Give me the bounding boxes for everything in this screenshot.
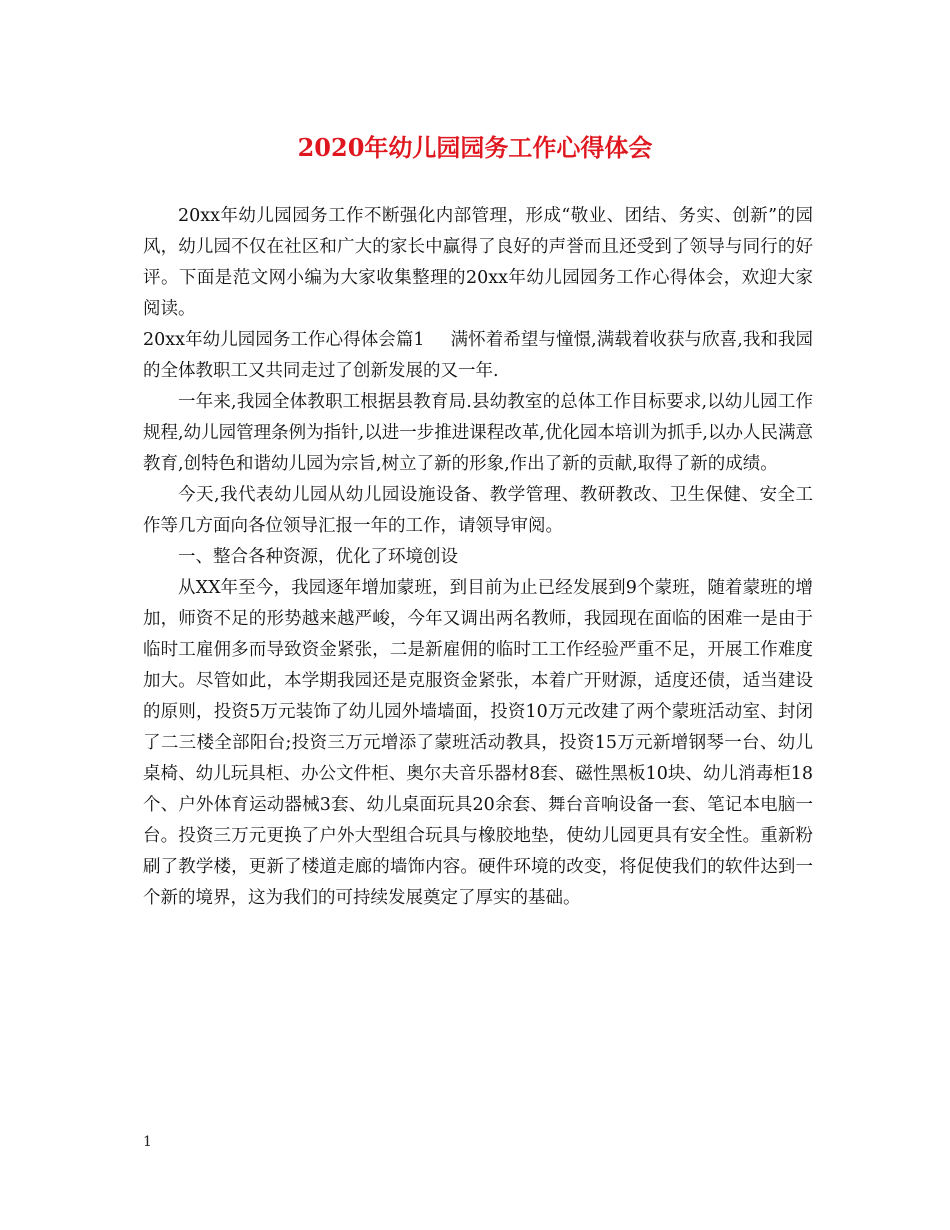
subheading-environment: 一、整合各种资源，优化了环境创设 [178,547,458,567]
body-paragraph-investment: 从XX年至今，我园逐年增加蒙班，到目前为止已经发展到9个蒙班，随着蒙班的增加，师资不足的形势越来越严峻，今年又调出两名教师，我园现在面临的困难一是由于临时工雇佣多而导致资金紧张，二是新雇佣的临时工工作经验严重不足，开展工作难度加大。尽管如此，本学期我园还是克服资金紧张，本着广开财源，适度还债，适当建设的原则，投资5万元装饰了幼儿园外墙墙面，投资10万元改建了两个蒙班活动室、封闭了二三楼全部阳台;投资三万元增添了蒙班活动教具，投资15万元新增钢琴一台、幼儿桌椅、幼儿玩具柜、办公文件柜、奥尔夫音乐器材8套、磁性黑板10块、幼儿消毒柜18个、户外体育运动器械3套、幼儿桌面玩具20余套、舞台音响设备一套、笔记本电脑一台。投资三万元更换了户外大型组合玩具与橡胶地垫，使幼儿园更具有安全性。重新粉刷了教学楼，更新了楼道走廊的墙饰内容。硬件环境的改变，将促使我们的软件达到一个新的境界，这为我们的可持续发展奠定了厚实的基础。 [143,578,813,908]
section-paragraph [143,325,813,387]
page-number: 1 [143,1134,152,1150]
body-paragraph-goals: 一年来,我园全体教职工根据县教育局.县幼教室的总体工作目标要求,以幼儿园工作规程,幼儿园管理条例为指针,以进一步推进课程改革,优化园本培训为抓手,以办人民满意教育,创特色和谐幼儿园为宗旨,树立了新的形象,作出了新的贡献,取得了新的成绩。 [143,392,813,474]
document-body [143,201,813,914]
section-first-paragraph: 满怀着希望与憧憬,满载着收获与欣喜,我和我园的全体教职工又共同走过了创新发展的又一年. [143,330,814,381]
document-title: 2020年幼儿园园务工作心得体会 [297,133,653,162]
intro-paragraph: 20xx年幼儿园园务工作不断强化内部管理，形成“敬业、团结、务实、创新”的园风，幼儿园不仅在社区和广大的家长中赢得了良好的声誉而且还受到了领导与同行的好评。下面是范文网小编为大家收集整理的20xx年幼儿园园务工作心得体会，欢迎大家阅读。 [143,206,813,319]
section-heading: 20xx年幼儿园园务工作心得体会篇1 [143,330,425,350]
body-paragraph-report: 今天,我代表幼儿园从幼儿园设施设备、教学管理、教研教改、卫生保健、安全工作等几方面向各位领导汇报一年的工作，请领导审阅。 [143,485,813,536]
